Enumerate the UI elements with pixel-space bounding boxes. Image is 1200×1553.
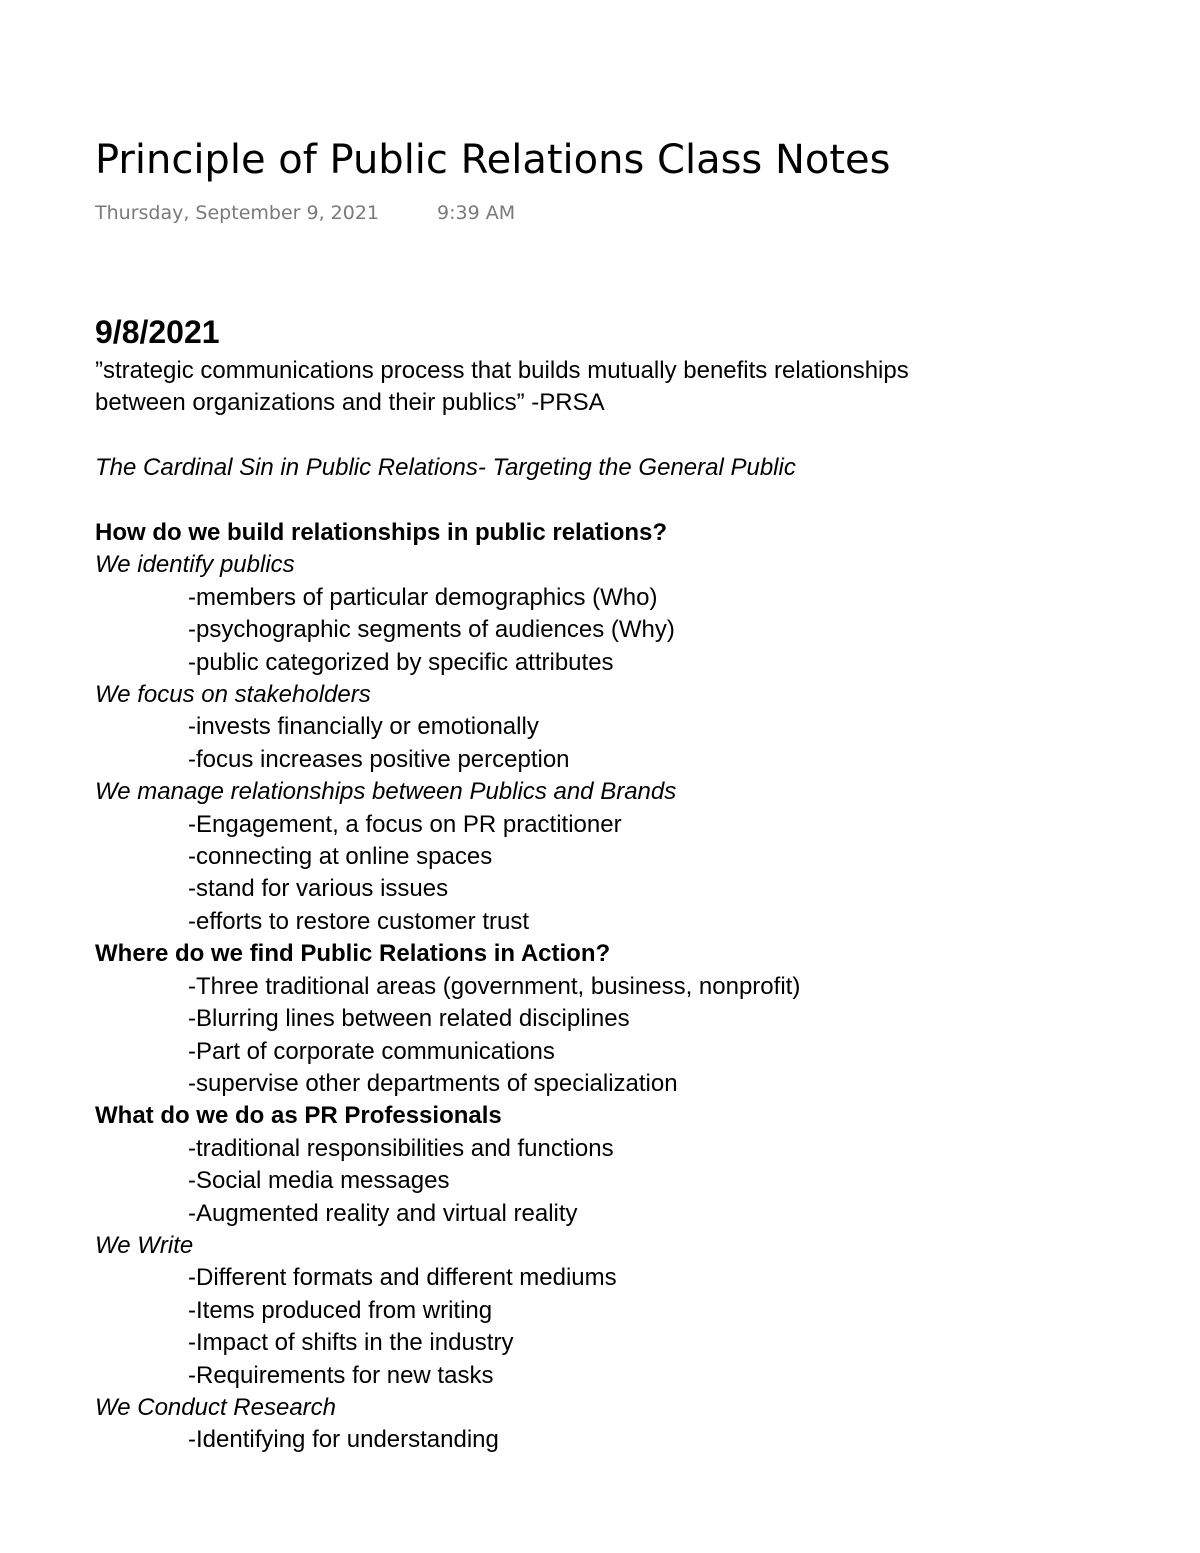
list-item: -Blurring lines between related disciplines: [188, 1005, 630, 1033]
definition-quote-line-1: ”strategic communications process that builds mutually benefits relationships: [95, 357, 909, 384]
list-item: -Requirements for new tasks: [188, 1361, 494, 1389]
question-where-pr-in-action: Where do we find Public Relations in Action?: [95, 940, 611, 968]
date-heading: 9/8/2021: [95, 314, 220, 350]
note-body: [95, 355, 1115, 1454]
list-item: -Engagement, a focus on PR practitioner: [188, 810, 622, 838]
page-title: Principle of Public Relations Class Notes: [95, 137, 891, 183]
subheading-manage-relationships: We manage relationships between Publics and Brands: [95, 778, 677, 806]
list-item: -efforts to restore customer trust: [188, 907, 530, 935]
subheading-we-conduct-research: We Conduct Research: [95, 1393, 337, 1421]
list-item: -stand for various issues: [188, 875, 449, 903]
list-item: -members of particular demographics (Who): [188, 583, 658, 611]
question-what-pr-professionals-do: What do we do as PR Professionals: [95, 1102, 502, 1130]
list-item: -connecting at online spaces: [188, 843, 493, 871]
list-item: -supervise other departments of specialization: [188, 1069, 678, 1097]
list-item: -invests financially or emotionally: [188, 713, 539, 741]
note-time: 9:39 AM: [437, 202, 516, 224]
subheading-focus-stakeholders: We focus on stakeholders: [95, 681, 371, 709]
list-item: -psychographic segments of audiences (Why): [188, 616, 675, 644]
spacer: [95, 420, 1115, 452]
subheading-we-write: We Write: [95, 1231, 194, 1259]
subheading-identify-publics: We identify publics: [95, 551, 295, 579]
list-item: -focus increases positive perception: [188, 745, 570, 773]
list-item: -traditional responsibilities and functions: [188, 1134, 614, 1162]
cardinal-sin-note: The Cardinal Sin in Public Relations- Targeting the General Public: [95, 454, 796, 482]
definition-quote-line-2: between organizations and their publics” -PRSA: [95, 389, 605, 417]
list-item: -Social media messages: [188, 1167, 450, 1195]
question-build-relationships: How do we build relationships in public relations?: [95, 519, 668, 546]
note-timestamp: [95, 199, 515, 227]
list-item: -Items produced from writing: [188, 1296, 493, 1324]
list-item: -Augmented reality and virtual reality: [188, 1199, 578, 1227]
list-item: -Identifying for understanding: [188, 1426, 499, 1454]
list-item: -Three traditional areas (government, business, nonprofit): [188, 972, 801, 1000]
list-item: -Impact of shifts in the industry: [188, 1329, 514, 1357]
list-item: -Part of corporate communications: [188, 1037, 555, 1065]
list-item: -public categorized by specific attributes: [188, 648, 614, 676]
note-date: Thursday, September 9, 2021: [95, 202, 380, 224]
list-item: -Different formats and different mediums: [188, 1264, 617, 1292]
spacer: [95, 485, 1115, 517]
